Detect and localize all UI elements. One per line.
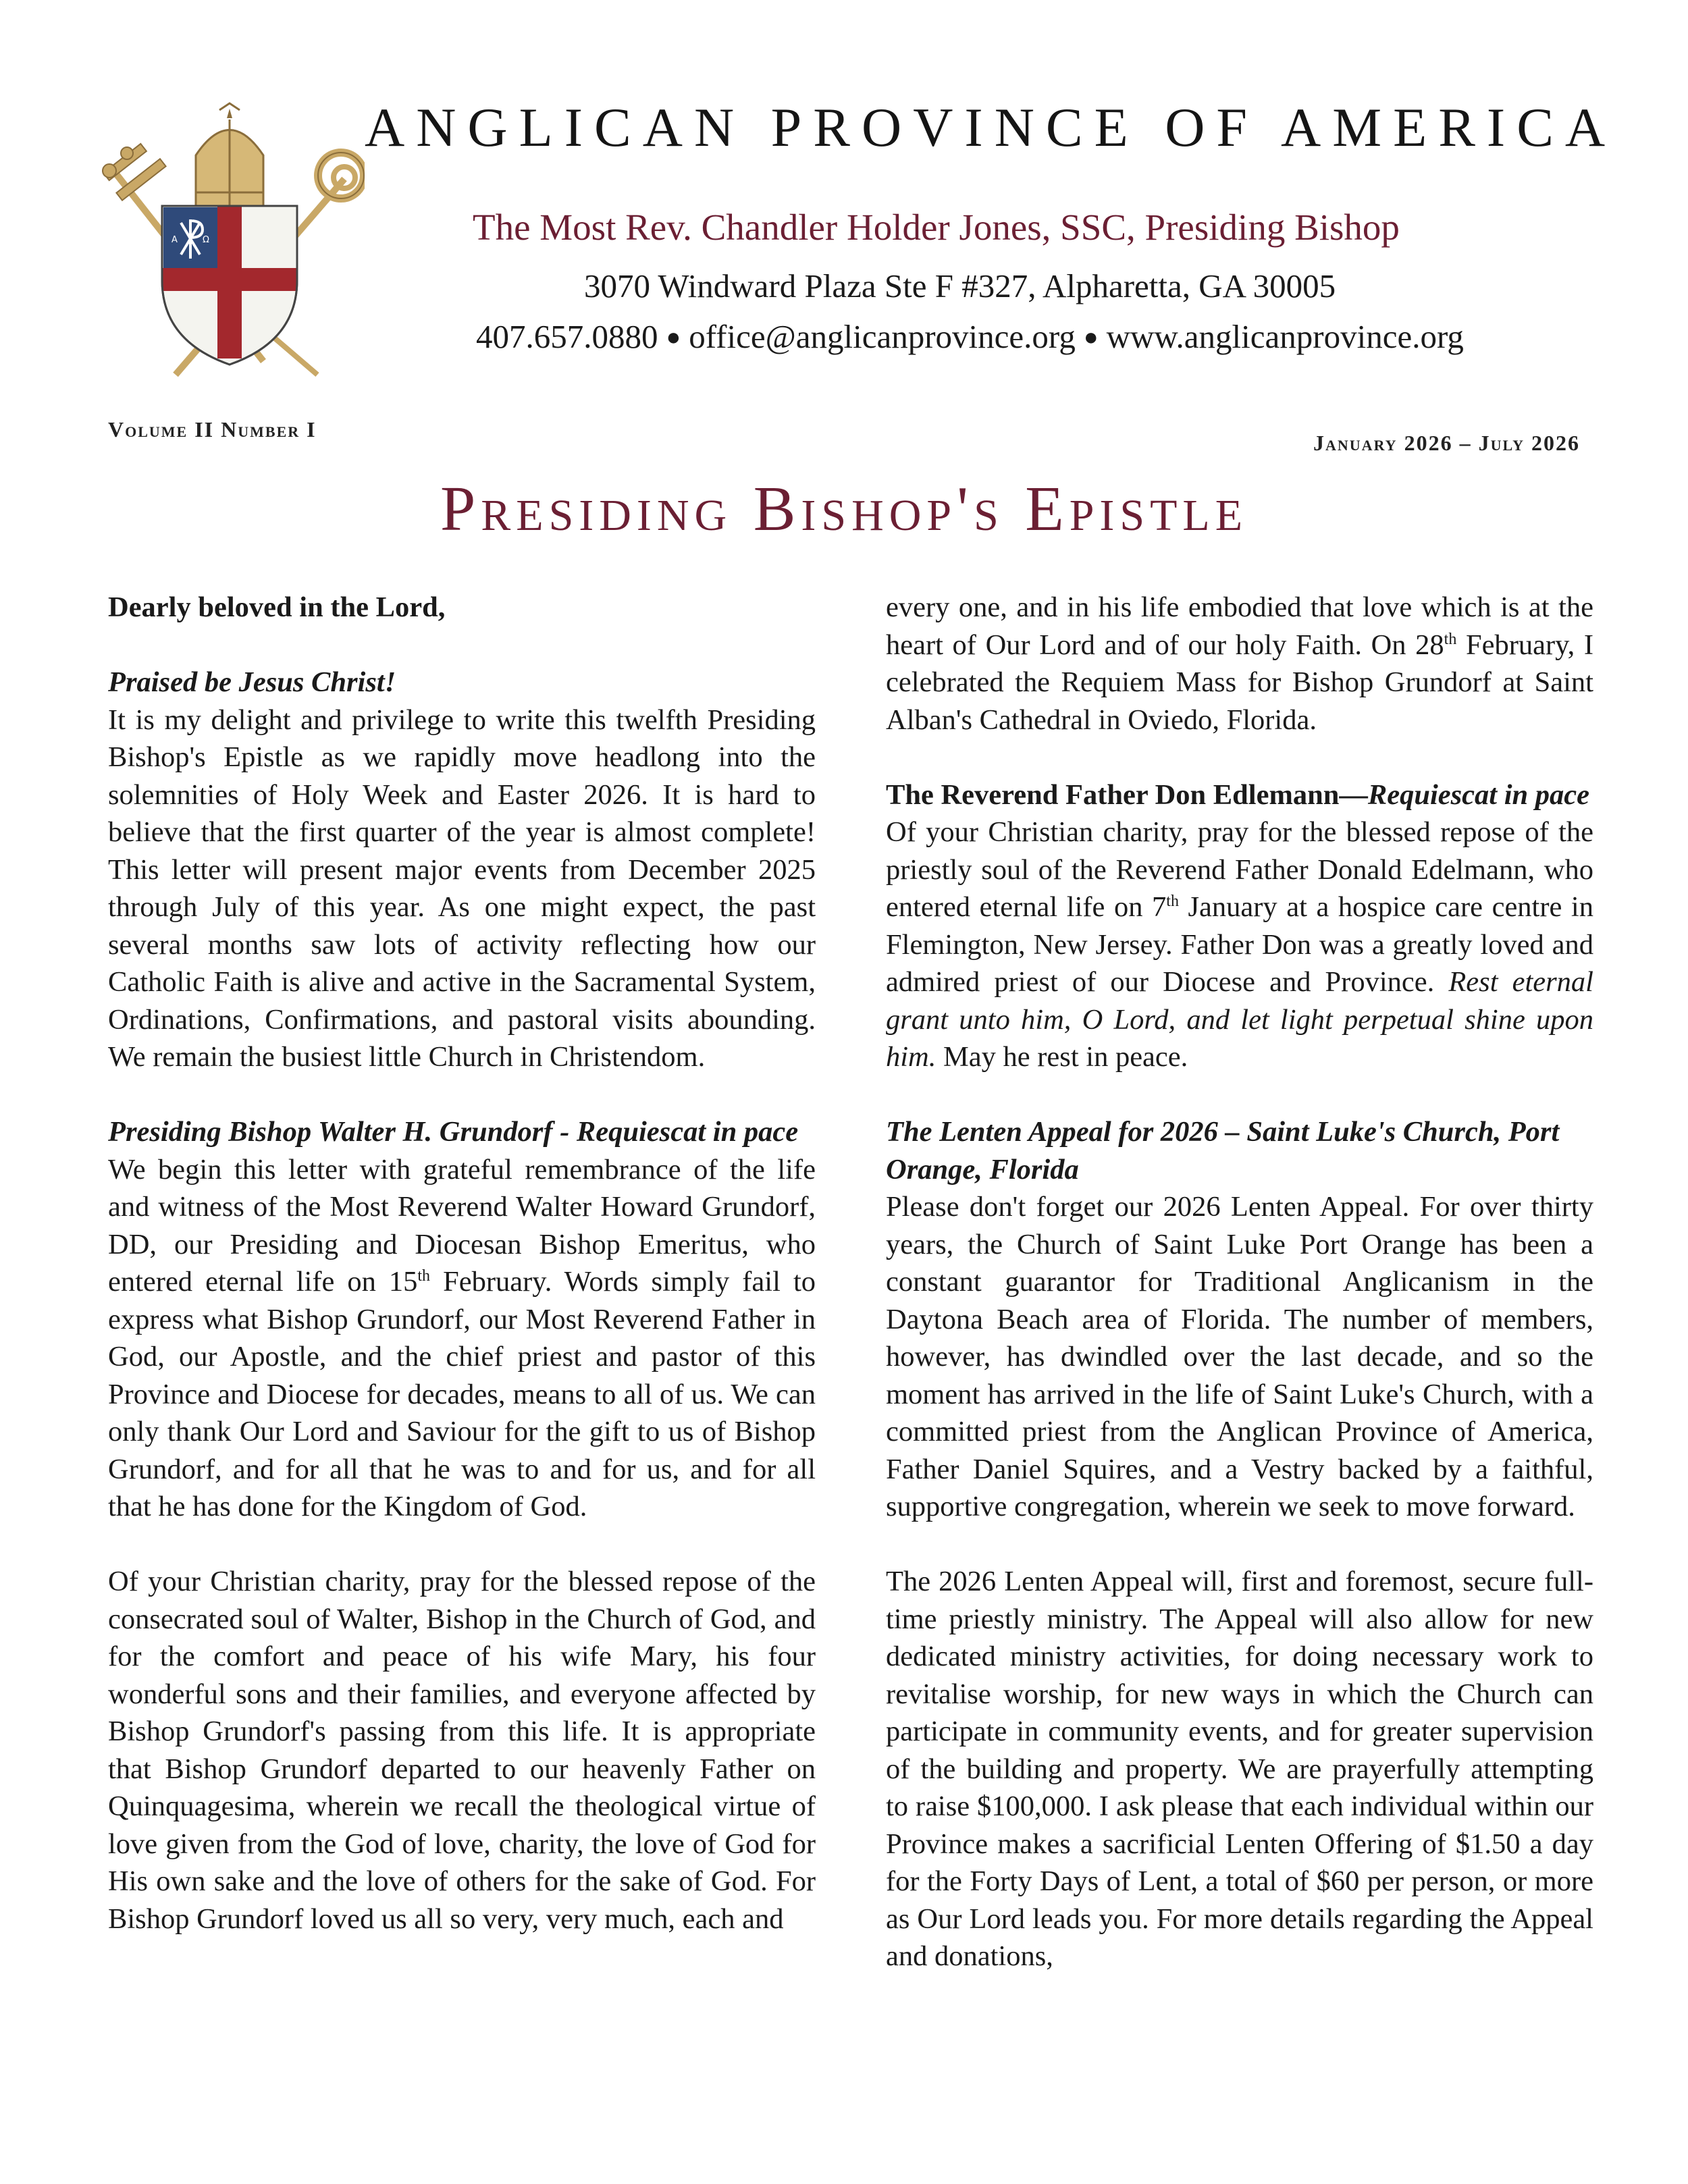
- edelmann-paragraph: Of your Christian charity, pray for the blessed repose of the priestly soul of the Reverend Father Donald Edelmann, who entered eternal life on 7th January at a hospice care centre in Flemington, New Jersey. Father Don was a greatly loved and admired priest of our Diocese and Province. Rest eternal grant unto him, O Lord, and let light perpetual shine upon him. May he rest in peace.: [886, 816, 1593, 1073]
- email-link[interactable]: office@anglicanprovince.org: [689, 318, 1076, 355]
- website-link[interactable]: www.anglicanprovince.org: [1106, 318, 1464, 355]
- section-heading-grundorf: Presiding Bishop Walter H. Grundorf - Requiescat in pace: [108, 1116, 799, 1148]
- right-column: [886, 589, 1593, 2013]
- grundorf-paragraph: We begin this letter with grateful remembrance of the life and witness of the Most Reverend Walter Howard Grundorf, DD, our Presiding and Diocesan Bishop Emeritus, who entered eternal life on 15th February. Words simply fail to express what Bishop Grundorf, our Most Reverend Father in God, our Apostle, and the chief priest and pastor of this Province and Diocese for decades, means to all of us. We can only thank Our Lord and Saviour for the gift to us of Bishop Grundorf, and for all that he was to and for us, and for all that he has done for the Kingdom of God.: [108, 1153, 816, 1522]
- alpha-glyph: A: [172, 235, 178, 245]
- page-title: Presiding Bishop's Epistle: [440, 474, 1248, 544]
- intro-paragraph: It is my delight and privilege to write this twelfth Presiding Bishop's Epistle as we rapidly move headlong into the solemnities of Holy Week and Easter 2026. It is hard to believe that the first quarter of the year is almost complete! This letter will present major events from December 2025 through July of this year. As one might expect, the past several months saw lots of activity reflecting how our Catholic Faith is alive and active in the Sacramental System, Ordinations, Confirmations, and pastoral visits abounding. We remain the busiest little Church in Christendom.: [108, 703, 816, 1073]
- issue-dates: January 2026 – July 2026: [1313, 431, 1580, 455]
- section-heading-edlemann: The Reverend Father Don Edlemann—Requiescat in pace: [886, 778, 1590, 811]
- contact-line: [476, 317, 1464, 356]
- praise-line: Praised be Jesus Christ!: [108, 666, 396, 698]
- volume-number: Volume II Number I: [108, 417, 317, 442]
- appeal-goals-paragraph: The 2026 Lenten Appeal will, first and foremost, secure full-time priestly ministry. The Appeal will also allow for new dedicated ministry activities, for doing necessary work to revitalise worship, for new ways in which the Church can participate in community events, and for greater supervision of the building and property. We are prayerfully attempting to raise $100,000. I ask please that each individual within our Province makes a sacrificial Lenten Offering of $1.50 a day for the Forty Days of Lent, a total of $60 per person, or more as Our Lord leads you. For more details regarding the Appeal and donations,: [886, 1566, 1593, 1972]
- omega-glyph: Ω: [203, 235, 209, 245]
- bullet-separator: ●: [1083, 323, 1099, 350]
- presiding-bishop-line: The Most Rev. Chandler Holder Jones, SSC, Presiding Bishop: [473, 207, 1400, 248]
- postal-address: 3070 Windward Plaza Ste F #327, Alpharetta, GA 30005: [584, 267, 1336, 304]
- lenten-appeal-paragraph: Please don't forget our 2026 Lenten Appeal. For over thirty years, the Church of Saint Luke Port Orange has been a constant guarantor for Traditional Anglicanism in the Daytona Beach area of Florida. The number of members, however, has dwindled over the last decade, and so the moment has arrived in the life of Saint Luke's Church, with a committed priest from the Anglican Province of America, Father Daniel Squires, and a Vestry backed by a faithful, supportive congregation, wherein we seek to move forward.: [886, 1191, 1593, 1522]
- prayer-paragraph: Of your Christian charity, pray for the blessed repose of the consecrated soul of Walter, Bishop in the Church of God, and for the comfort and peace of his wife Mary, his four wonderful sons and their families, and everyone affected by Bishop Grundorf's passing from this life. It is appropriate that Bishop Grundorf departed to our heavenly Father on Quinquagesima, wherein we recall the theological virtue of love given from the God of love, charity, the love of God for His own sake and the love of others for the sake of God. For Bishop Grundorf loved us all so very, very much, each and: [108, 1566, 816, 1935]
- mitre-icon: [196, 103, 263, 206]
- province-crest: [95, 91, 365, 381]
- salutation: Dearly beloved in the Lord,: [108, 591, 446, 623]
- organization-name: ANGLICAN PROVINCE OF AMERICA: [365, 97, 1617, 158]
- left-column: [108, 589, 816, 1975]
- bullet-separator: ●: [666, 323, 681, 350]
- phone-number: 407.657.0880: [476, 318, 658, 355]
- requiem-paragraph: every one, and in his life embodied that love which is at the heart of Our Lord and of our holy Faith. On 28th February, I celebrated the Requiem Mass for Bishop Grundorf at Saint Alban's Cathedral in Oviedo, Florida.: [886, 591, 1594, 736]
- section-heading-lenten-appeal: The Lenten Appeal for 2026 – Saint Luke's Church, Port Orange, Florida: [886, 1116, 1560, 1186]
